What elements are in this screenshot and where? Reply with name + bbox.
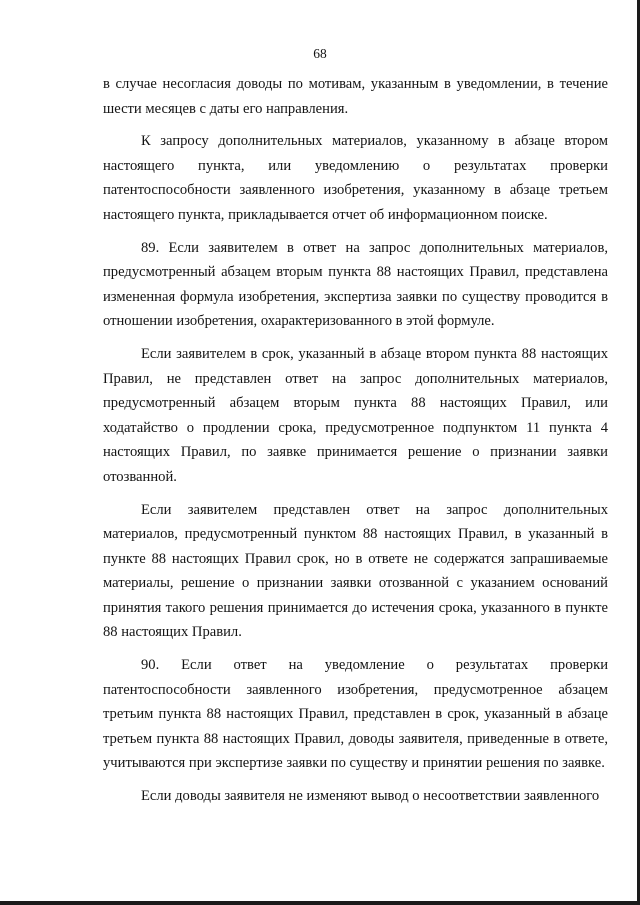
paragraph-missing-materials: Если заявителем представлен ответ на запрос дополнительных материалов, предусмотренный пунктом 88 настоящих Правил, в указанный в пункте 88 настоящих Правил срок, но в ответе не содержатся запрашиваемые материалы, решение о признании заявки отозванной с указанием оснований принятия такого решения принимается до истечения срока, указанного в пункте 88 настоящих Правил. [103, 501, 608, 641]
scan-edge-bottom [0, 901, 640, 905]
page-number: 68 [313, 46, 327, 61]
paragraph-applicant-arguments: Если доводы заявителя не изменяют вывод о несоответствии заявленного [141, 788, 600, 805]
paragraph-item-89: 89. Если заявителем в ответ на запрос дополнительных материалов, предусмотренный абзацем вторым пункта 88 настоящих Правил, представлена измененная формула изобретения, экспертиза заявки по существу проводится в отношении изобретения, охарактеризованного в этой формуле. [103, 239, 608, 330]
paragraph-continuation: в случае несогласия доводы по мотивам, указанным в уведомлении, в течение шести месяцев с даты его направления. [103, 76, 608, 117]
paragraph-item-90: 90. Если ответ на уведомление о результатах проверки патентоспособности заявленного изобретения, предусмотренное абзацем третьим пункта 88 настоящих Правил, представлен в срок, указанный в абзаце третьем пункта 88 настоящих Правил, доводы заявителя, приведенные в ответе, учитываются при экспертизе заявки по существу и принятии решения по заявке. [103, 657, 608, 772]
paragraph-search-report: К запросу дополнительных материалов, указанному в абзаце втором настоящего пункта, или уведомлению о результатах проверки патентоспособности заявленного изобретения, указанному в абзаце третьем настоящего пункта, прикладывается отчет об информационном поиске. [103, 133, 608, 223]
paragraph-no-response: Если заявителем в срок, указанный в абзаце втором пункта 88 настоящих Правил, не представлен ответ на запрос дополнительных материалов, предусмотренный абзацем вторым пункта 88 настоящих Правил, или ходатайство о продлении срока, предусмотренное подпунктом 11 пункта 4 настоящих Правил, по заявке принимается решение о признании заявки отозванной. [103, 345, 608, 485]
document-body [103, 72, 608, 809]
